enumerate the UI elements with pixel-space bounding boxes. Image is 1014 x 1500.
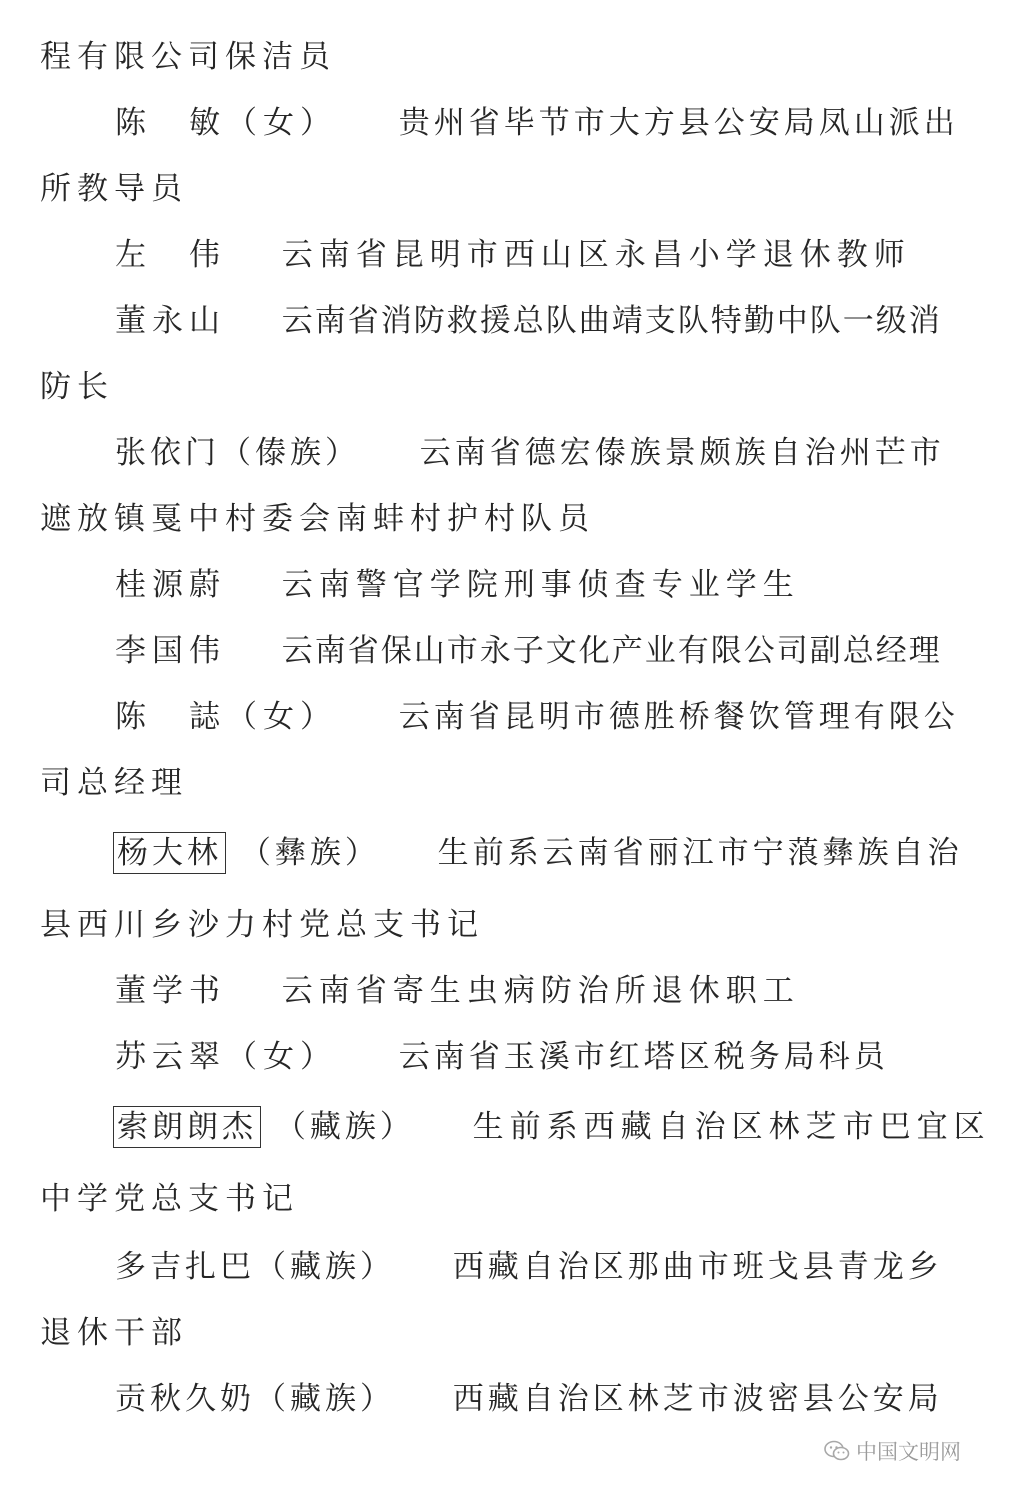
line-text: 退休干部 bbox=[40, 1315, 188, 1351]
text-line bbox=[40, 760, 188, 806]
person-description: 云南省寄生虫病防治所退休职工 bbox=[281, 973, 800, 1009]
entry-line bbox=[115, 968, 800, 1014]
line-text: 所教导员 bbox=[40, 171, 188, 207]
line-text: 中学党总支书记 bbox=[40, 1181, 299, 1217]
person-description: 云南省德宏傣族景颇族自治州芒市 bbox=[419, 435, 945, 471]
line-text: 防长 bbox=[40, 369, 114, 405]
person-description: 贵州省毕节市大方县公安局凤山派出 bbox=[398, 105, 959, 141]
entry-line bbox=[113, 1104, 991, 1150]
ethnicity: （彝族） bbox=[239, 835, 380, 871]
line-text: 遮放镇戛中村委会南蚌村护村队员 bbox=[40, 501, 595, 537]
person-description: 西藏自治区那曲市班戈县青龙乡 bbox=[452, 1249, 943, 1285]
person-name: 陈 誌（女） bbox=[115, 699, 337, 735]
person-description: 生前系云南省丽江市宁蒗彝族自治 bbox=[437, 835, 963, 871]
person-description: 西藏自治区林芝市波密县公安局 bbox=[452, 1381, 943, 1417]
person-name: 桂源蔚 bbox=[115, 567, 226, 603]
person-name: 张依门（傣族） bbox=[115, 435, 360, 471]
text-line bbox=[40, 1176, 299, 1222]
person-description: 云南省保山市永子文化产业有限公司副总经理 bbox=[281, 633, 942, 669]
line-text: 县西川乡沙力村党总支书记 bbox=[40, 907, 484, 943]
person-name: 董学书 bbox=[115, 973, 226, 1009]
person-name: 苏云翠（女） bbox=[115, 1039, 337, 1075]
person-description: 云南省昆明市西山区永昌小学退休教师 bbox=[281, 237, 911, 273]
person-name: 多吉扎巴（藏族） bbox=[115, 1249, 395, 1285]
boxed-person-name: 杨大林 bbox=[113, 832, 226, 874]
person-name: 贡秋久奶（藏族） bbox=[115, 1381, 395, 1417]
person-name: 左 伟 bbox=[115, 237, 226, 273]
person-description: 生前系西藏自治区林芝市巴宜区 bbox=[472, 1109, 991, 1145]
entry-line bbox=[115, 562, 800, 608]
person-description: 云南省玉溪市红塔区税务局科员 bbox=[398, 1039, 889, 1075]
entry-line bbox=[115, 1244, 943, 1290]
person-name: 董永山 bbox=[115, 303, 226, 339]
text-line bbox=[40, 496, 595, 542]
watermark-text: 中国文明网 bbox=[856, 1440, 961, 1464]
line-text: 程有限公司保洁员 bbox=[40, 39, 336, 75]
entry-line bbox=[115, 298, 942, 344]
ethnicity: （藏族） bbox=[274, 1109, 415, 1145]
text-line bbox=[40, 34, 336, 80]
entry-line bbox=[115, 100, 959, 146]
entry-line bbox=[115, 1376, 943, 1422]
person-name: 陈 敏（女） bbox=[115, 105, 337, 141]
text-line bbox=[40, 902, 484, 948]
entry-line bbox=[115, 628, 942, 674]
entry-line bbox=[115, 1034, 889, 1080]
entry-line bbox=[113, 830, 963, 876]
text-line bbox=[40, 364, 114, 410]
watermark bbox=[824, 1436, 961, 1466]
person-description: 云南警官学院刑事侦查专业学生 bbox=[281, 567, 800, 603]
person-name: 李国伟 bbox=[115, 633, 226, 669]
text-line bbox=[40, 1310, 188, 1356]
person-description: 云南省昆明市德胜桥餐饮管理有限公 bbox=[398, 699, 959, 735]
text-line bbox=[40, 166, 188, 212]
line-text: 司总经理 bbox=[40, 765, 188, 801]
wechat-icon bbox=[824, 1440, 850, 1462]
entry-line bbox=[115, 430, 945, 476]
entry-line bbox=[115, 694, 959, 740]
person-description: 云南省消防救援总队曲靖支队特勤中队一级消 bbox=[281, 303, 942, 339]
boxed-person-name: 索朗朗杰 bbox=[113, 1106, 261, 1148]
entry-line bbox=[115, 232, 911, 278]
